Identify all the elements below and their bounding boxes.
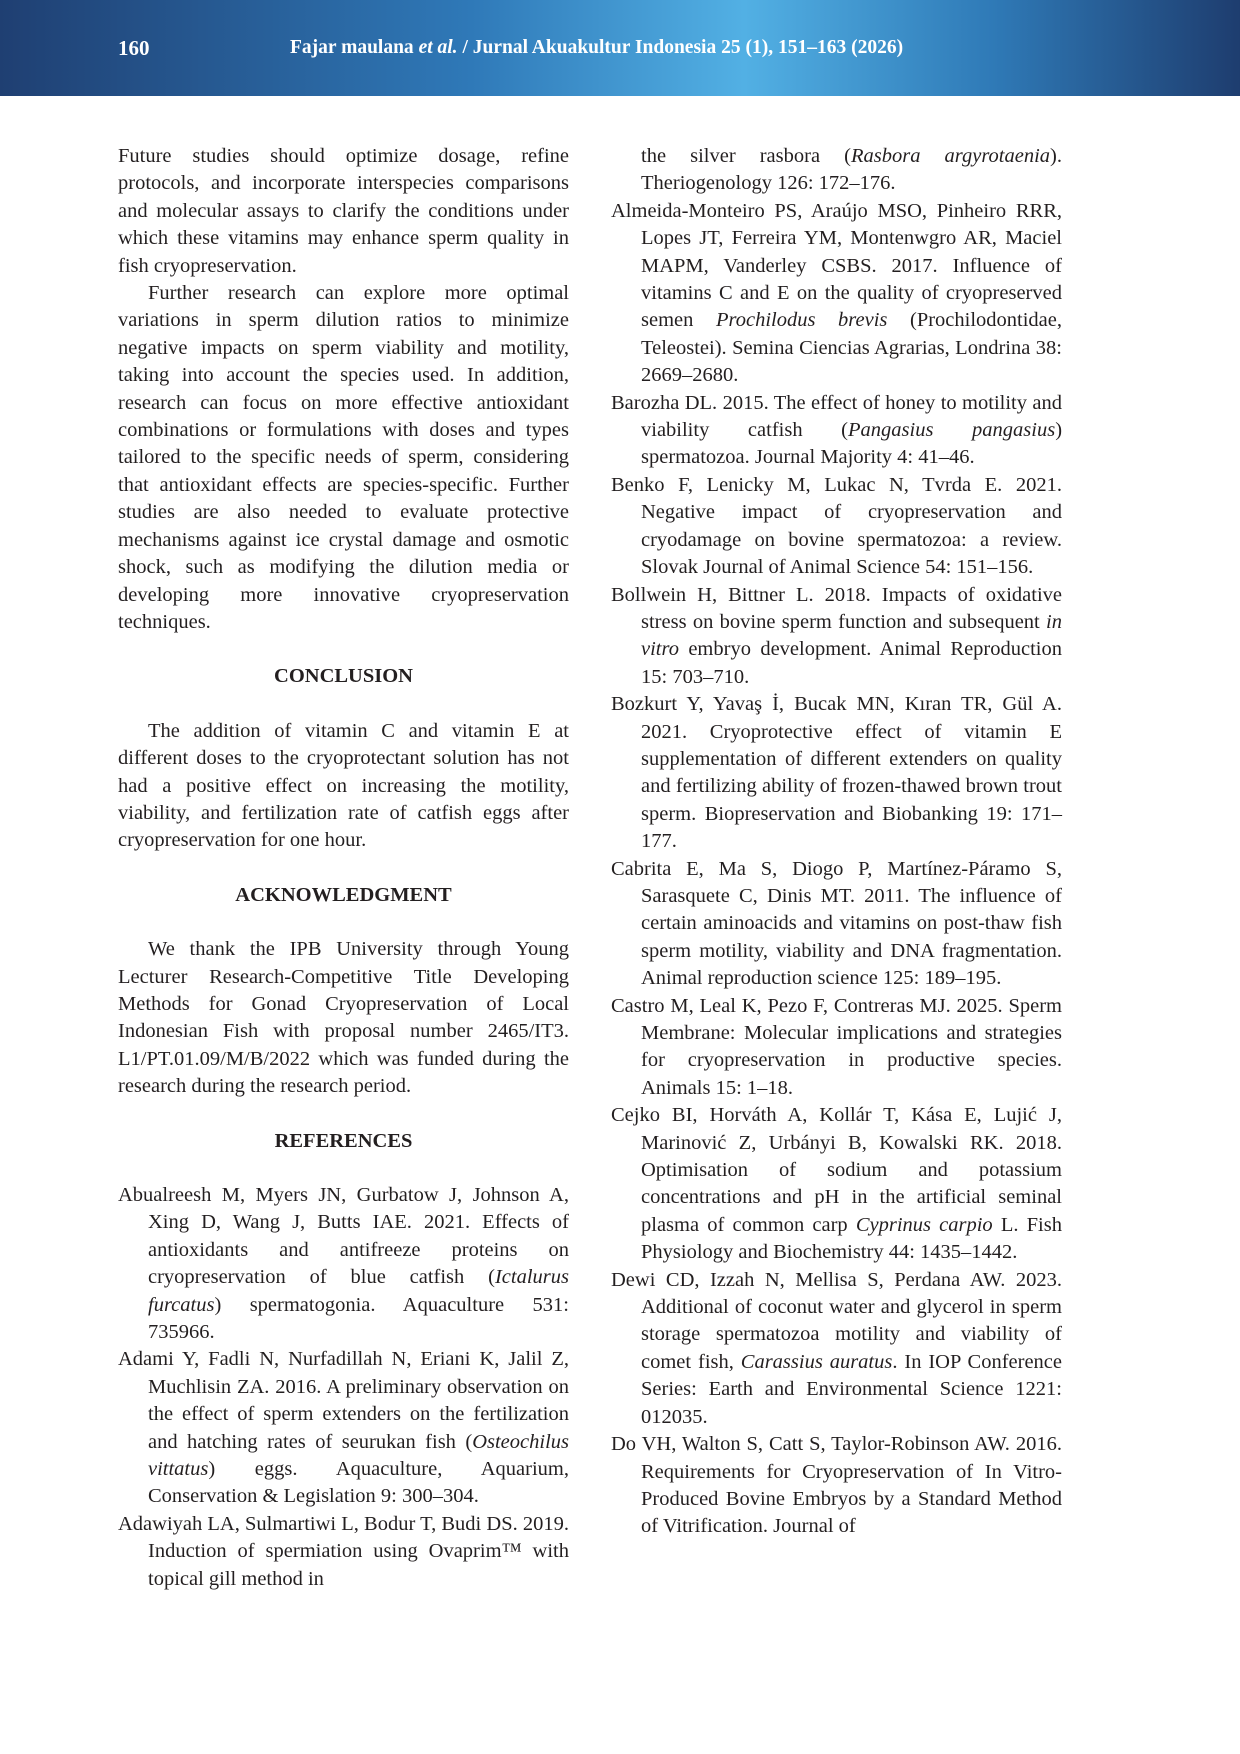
further-research-paragraph: Further research can explore more optimal variations in sperm dilution ratios to minimize negative impacts on sperm viability and motility, taking into account the species used. In addition, research can focus on more effective antioxidant combinations or formulations with doses and types tailored to the specific needs of sperm, considering that antioxidant effects are species-specific. Further studies are also needed to evaluate protective mechanisms against ice crystal damage and osmotic shock, such as modifying the dilution media or developing more innovative cryopreservation techniques. <box>118 282 569 633</box>
journal-header-band <box>0 0 1240 96</box>
reference-entry-continued: the silver rasbora (Rasbora argyrotaenia). Theriogenology 126: 172–176. <box>641 145 1062 195</box>
reference-entry: Bollwein H, Bittner L. 2018. Impacts of oxidative stress on bovine sperm function and subsequent in vitro embryo development. Animal Reproduction 15: 703–710. <box>611 583 1062 688</box>
conclusion-paragraph: The addition of vitamin C and vitamin E at different doses to the cryoprotectant solution has not had a positive effect on increasing the motility, viability, and fertilization rate of catfish eggs after cryopreservation for one hour. <box>118 719 569 852</box>
left-column <box>118 143 569 1593</box>
right-column <box>611 143 1062 1541</box>
running-head: Fajar maulana et al. / Jurnal Akuakultur Indonesia 25 (1), 151–163 (2026) <box>290 37 904 58</box>
reference-entry: Dewi CD, Izzah N, Mellisa S, Perdana AW. 2023. Additional of coconut water and glycerol in sperm storage spermatozoa motility and viability of comet fish, Carassius auratus. In IOP Conference Series: Earth and Environmental Science 1221: 012035. <box>611 1268 1062 1428</box>
reference-entry: Do VH, Walton S, Catt S, Taylor-Robinson AW. 2016. Requirements for Cryopreservation of In Vitro-Produced Bovine Embryos by a Standard Method of Vitrification. Journal of <box>611 1433 1062 1538</box>
reference-entry: Adami Y, Fadli N, Nurfadillah N, Eriani K, Jalil Z, Muchlisin ZA. 2016. A preliminary observation on the effect of sperm extenders on the fertilization and hatching rates of seurukan fish (Osteochilus vittatus) eggs. Aquaculture, Aquarium, Conservation & Legislation 9: 300–304. <box>118 1348 569 1508</box>
conclusion-heading: CONCLUSION <box>274 665 413 688</box>
reference-entry: Bozkurt Y, Yavaş İ, Bucak MN, Kıran TR, Gül A. 2021. Cryoprotective effect of vitamin E supplementation of different extenders on quality and fertilizing ability of frozen-thawed brown trout sperm. Biopreservation and Biobanking 19: 171–177. <box>611 693 1062 853</box>
reference-entry: Adawiyah LA, Sulmartiwi L, Bodur T, Budi DS. 2019. Induction of spermiation using Ovaprim™ with topical gill method in <box>118 1512 569 1590</box>
references-heading: REFERENCES <box>274 1129 413 1152</box>
reference-entry: Abualreesh M, Myers JN, Gurbatow J, Johnson A, Xing D, Wang J, Butts IAE. 2021. Effects of antioxidants and antifreeze proteins on cryopreservation of blue catfish (Ictalurus furcatus) spermatogonia. Aquaculture 531: 735966. <box>118 1184 569 1344</box>
acknowledgment-heading: ACKNOWLEDGMENT <box>235 883 452 906</box>
reference-entry: Barozha DL. 2015. The effect of honey to motility and viability catfish (Pangasius pangasius) spermatozoa. Journal Majority 4: 41–46. <box>611 391 1063 469</box>
reference-entry: Almeida-Monteiro PS, Araújo MSO, Pinheiro RRR, Lopes JT, Ferreira YM, Montenwgro AR, Maciel MAPM, Vanderley CSBS. 2017. Influence of vitamins C and E on the quality of cryopreserved semen Prochilodus brevis (Prochilodontidae, Teleostei). Semina Ciencias Agrarias, Londrina 38: 2669–2680. <box>611 199 1063 387</box>
reference-entry: Benko F, Lenicky M, Lukac N, Tvrda E. 2021. Negative impact of cryopreservation and cryodamage on bovine spermatozoa: a review. Slovak Journal of Animal Science 54: 151–156. <box>611 473 1062 579</box>
reference-entry: Cabrita E, Ma S, Diogo P, Martínez-Páramo S, Sarasquete C, Dinis MT. 2011. The influence of certain aminoacids and vitamins on post-thaw fish sperm motility, viability and DNA fragmentation. Animal reproduction science 125: 189–195. <box>611 857 1062 990</box>
reference-entry: Cejko BI, Horváth A, Kollár T, Kása E, Lujić J, Marinović Z, Urbányi B, Kowalski RK. 2018. Optimisation of sodium and potassium concentrations and pH in the artificial seminal plasma of common carp Cyprinus carpio L. Fish Physiology and Biochemistry 44: 1435–1442. <box>611 1104 1062 1264</box>
page-number: 160 <box>118 36 150 60</box>
reference-entry: Castro M, Leal K, Pezo F, Contreras MJ. 2025. Sperm Membrane: Molecular implications and strategies for cryopreservation in productive species. Animals 15: 1–18. <box>611 994 1062 1099</box>
future-studies-paragraph: Future studies should optimize dosage, refine protocols, and incorporate interspecies comparisons and molecular assays to clarify the conditions under which these vitamins may enhance sperm quality in fish cryopreservation. <box>118 145 569 277</box>
acknowledgment-paragraph: We thank the IPB University through Young Lecturer Research-Competitive Title Developing Methods for Gonad Cryopreservation of Local Indonesian Fish with proposal number 2465/IT3. L1/PT.01.09/M/B/2022 which was funded during the research during the research period. <box>118 938 569 1098</box>
